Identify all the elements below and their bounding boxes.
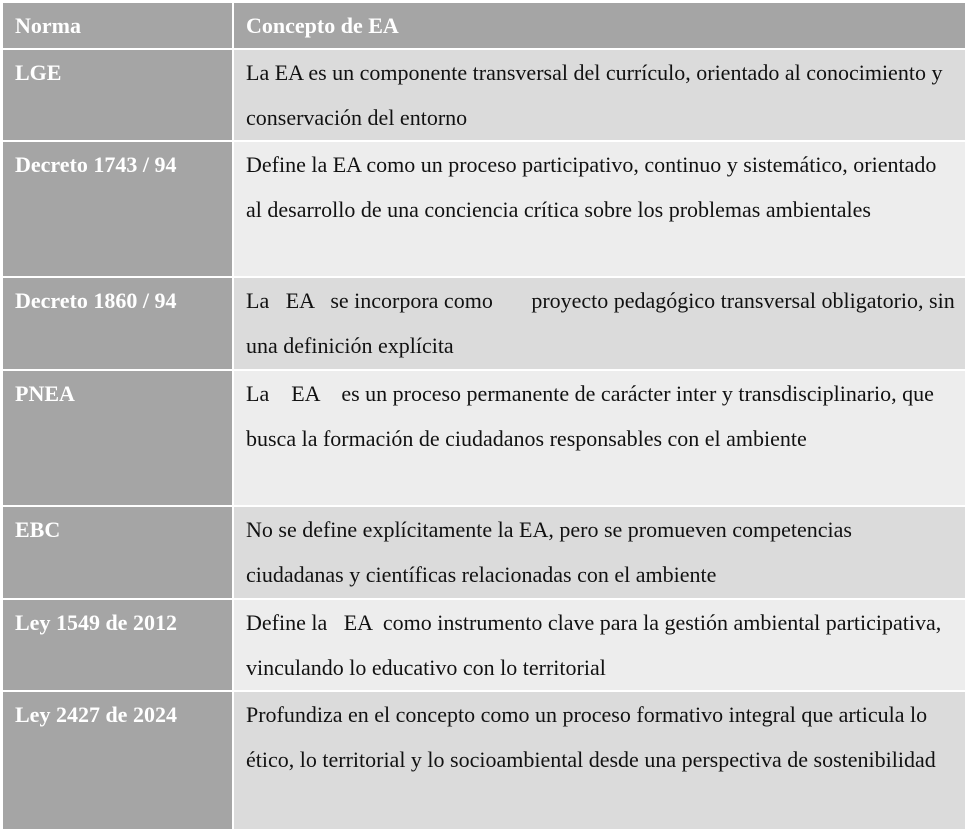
concepto-cell: La EA es un componente transversal del currículo, orientado al conocimiento y conservación del entorno: [233, 49, 966, 141]
table-row: [2, 691, 966, 830]
norma-cell: Decreto 1860 / 94: [2, 277, 233, 370]
concepto-cell: La EA se incorpora como proyecto pedagógico transversal obligatorio, sin una definición explícita: [233, 277, 966, 370]
concepto-cell: No se define explícitamente la EA, pero se promueven competencias ciudadanas y científicas relacionadas con el ambiente: [233, 506, 966, 599]
norma-cell: EBC: [2, 506, 233, 599]
concepto-cell: Profundiza en el concepto como un proceso formativo integral que articula lo ético, lo territorial y lo socioambiental desde una perspectiva de sostenibilidad: [233, 691, 966, 830]
norma-cell: Ley 1549 de 2012: [2, 599, 233, 691]
header-concepto: Concepto de EA: [233, 2, 966, 49]
norma-cell: LGE: [2, 49, 233, 141]
normas-concepto-table: [1, 1, 967, 831]
norma-cell: Ley 2427 de 2024: [2, 691, 233, 830]
header-norma: Norma: [2, 2, 233, 49]
norma-cell: Decreto 1743 / 94: [2, 141, 233, 277]
table-row: [2, 599, 966, 691]
concepto-cell: La EA es un proceso permanente de carácter inter y transdisciplinario, que busca la formación de ciudadanos responsables con el ambiente: [233, 370, 966, 506]
concepto-cell: Define la EA como un proceso participativo, continuo y sistemático, orientado al desarrollo de una conciencia crítica sobre los problemas ambientales: [233, 141, 966, 277]
table-row: [2, 141, 966, 277]
table-row: [2, 506, 966, 599]
table-header-row: [2, 2, 966, 49]
table-row: [2, 277, 966, 370]
table-row: [2, 370, 966, 506]
table-row: [2, 49, 966, 141]
concepto-cell: Define la EA como instrumento clave para la gestión ambiental participativa, vinculando lo educativo con lo territorial: [233, 599, 966, 691]
norma-cell: PNEA: [2, 370, 233, 506]
